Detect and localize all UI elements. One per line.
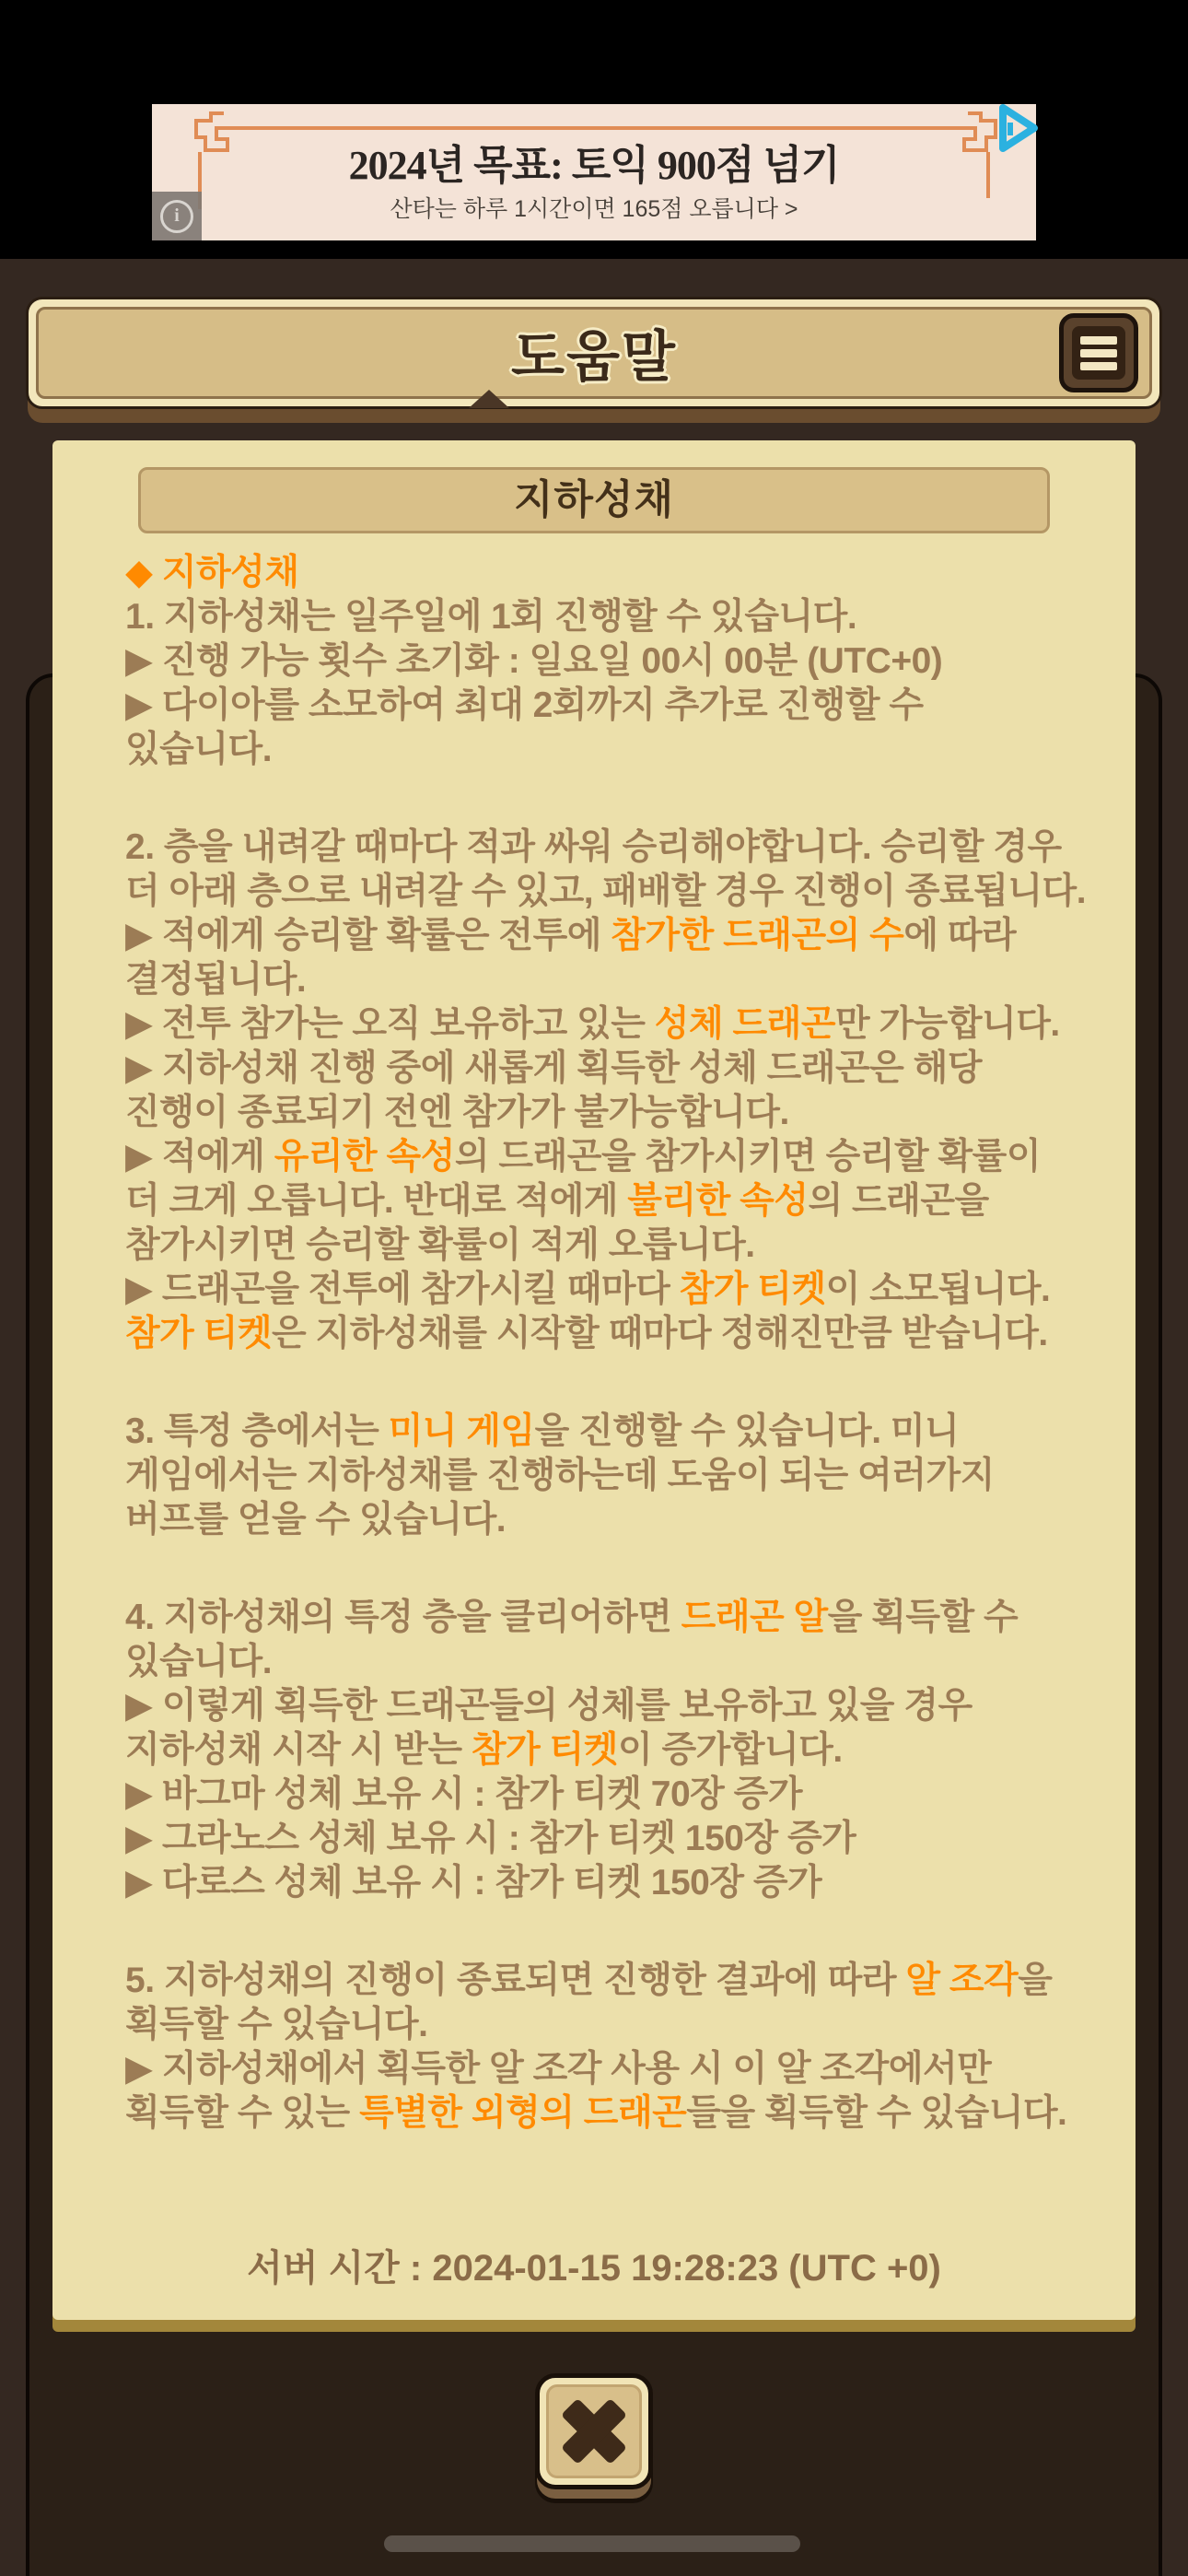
help-line: ▶ 그라노스 성체 보유 시 : 참가 티켓 150장 증가 (125, 1819, 856, 1858)
info-icon[interactable]: i (152, 192, 202, 240)
dialog-header-inner (36, 307, 1152, 399)
dialog-header (26, 297, 1162, 409)
help-line: 참가 티켓은 지하성채를 시작할 때마다 정해진만큼 받습니다. (125, 1314, 1048, 1353)
help-line: ▶ 진행 가능 횟수 초기화 : 일요일 00시 00분 (UTC+0) (125, 641, 943, 681)
help-line: 1. 지하성채는 일주일에 1회 진행할 수 있습니다. (125, 597, 857, 637)
help-paragraph (125, 1959, 1074, 2136)
help-line: 획득할 수 있습니다. (125, 2005, 428, 2044)
help-line: ◆ 지하성채 (125, 553, 299, 592)
game-background (0, 259, 1188, 2576)
help-line: ▶ 드래곤을 전투에 참가시킬 때마다 참가 티켓이 소모됩니다. (125, 1270, 1051, 1309)
help-line: 4. 지하성채의 특정 층을 클리어하면 드래곤 알을 획득할 수 (125, 1598, 1019, 1637)
help-text (125, 551, 1087, 2189)
help-line: 지하성채 시작 시 받는 참가 티켓이 증가합니다. (125, 1730, 843, 1770)
help-paragraph (125, 1410, 1074, 1542)
menu-button[interactable] (1059, 313, 1138, 392)
ad-subtitle[interactable]: 산타는 하루 1시간이면 165점 오릅니다 > (390, 196, 798, 222)
help-paragraph (125, 1596, 1074, 1905)
help-line: 버프를 얻을 수 있습니다. (125, 1500, 507, 1540)
help-line: ▶ 적에게 승리할 확률은 전투에 참가한 드래곤의 수에 따라 (125, 916, 1017, 955)
status-ad-band (0, 0, 1188, 259)
home-indicator[interactable] (384, 2535, 800, 2552)
ad-title: 2024년 목표: 토익 900점 넘기 (348, 143, 840, 188)
help-line: 있습니다. (125, 730, 273, 769)
header-notch-decoration (469, 390, 509, 408)
help-line: ▶ 적에게 유리한 속성의 드래곤을 참가시키면 승리할 확률이 (125, 1137, 1042, 1177)
help-line: ▶ 바그마 성체 보유 시 : 참가 티켓 70장 증가 (125, 1774, 802, 1814)
help-line: 획득할 수 있는 특별한 외형의 드래곤들을 획득할 수 있습니다. (125, 2093, 1067, 2133)
help-paragraph (125, 825, 1087, 1356)
help-line: ▶ 이렇게 획득한 드래곤들의 성체를 보유하고 있을 경우 (125, 1686, 973, 1726)
help-paragraph (125, 551, 1074, 772)
help-line: 진행이 종료되기 전엔 참가가 불가능합니다. (125, 1093, 789, 1132)
dialog-title: 도움말 (511, 326, 677, 388)
help-line: ▶ 전투 참가는 오직 보유하고 있는 성체 드래곤만 가능합니다. (125, 1004, 1060, 1044)
help-line: ▶ 지하성채 진행 중에 새롭게 획득한 성체 드래곤은 해당 (125, 1048, 983, 1088)
help-line: ▶ 지하성채에서 획득한 알 조각 사용 시 이 알 조각에서만 (125, 2049, 992, 2089)
help-line: 있습니다. (125, 1642, 273, 1681)
help-line: 더 아래 층으로 내려갈 수 있고, 패배할 경우 진행이 종료됩니다. (125, 872, 1087, 911)
server-time: 서버 시간 : 2024-01-15 19:28:23 (UTC +0) (247, 2248, 941, 2289)
help-line: 게임에서는 지하성채를 진행하는데 도움이 되는 여러가지 (125, 1456, 995, 1495)
help-content-panel (52, 440, 1136, 2320)
adchoices-icon[interactable] (994, 102, 1042, 154)
section-title: 지하성채 (513, 477, 674, 522)
help-line: 참가시키면 승리할 확률이 적게 오릅니다. (125, 1225, 755, 1265)
close-button[interactable] (535, 2373, 653, 2489)
help-line: 2. 층을 내려갈 때마다 적과 싸워 승리해야합니다. 승리할 경우 (125, 827, 1062, 867)
help-line: ▶ 다로스 성체 보유 시 : 참가 티켓 150장 증가 (125, 1863, 822, 1903)
help-line: 더 크게 오릅니다. 반대로 적에게 불리한 속성의 드래곤을 (125, 1181, 989, 1221)
help-line: 결정됩니다. (125, 960, 307, 1000)
close-icon (549, 2387, 639, 2476)
help-line: 5. 지하성채의 진행이 종료되면 진행한 결과에 따라 알 조각을 (125, 1961, 1053, 2000)
menu-list-icon (1072, 326, 1125, 380)
help-line: 3. 특정 층에서는 미니 게임을 진행할 수 있습니다. 미니 (125, 1411, 960, 1451)
section-title-bar (138, 467, 1050, 533)
help-line: ▶ 다이아를 소모하여 최대 2회까지 추가로 진행할 수 (125, 685, 924, 725)
ad-banner[interactable] (152, 104, 1036, 240)
